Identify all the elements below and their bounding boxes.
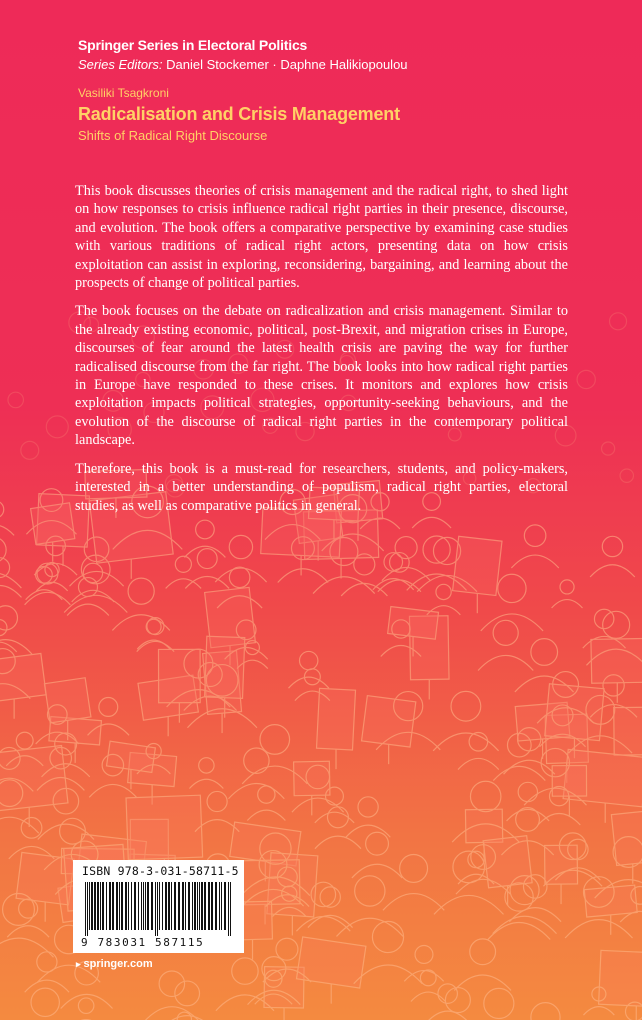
book-author: Vasiliki Tsagkroni: [78, 86, 169, 100]
isbn-label: ISBN 978-3-031-58711-5: [82, 864, 239, 878]
publisher-link[interactable]: [76, 958, 153, 970]
blurb: [75, 182, 568, 525]
blurb-paragraph: This book discusses theories of crisis management and the radical right, to shed light on how responses to crisis influence radical right parties in their presence, discourse, and evolution. The book offers a comparative perspective by examining case studies with various traditions of radical right actors, presenting data on how crisis exploitation can assist in exploring, reconsidering, bargaining, and learning about the prospects of change of political parties.: [75, 183, 568, 292]
blurb-paragraph: The book focuses on the debate on radicalization and crisis management. Similar to the already existing economic, political, post-Brexit, and migration crises in Europe, discourses of fear around the latest health crisis are paving the way for further radicalised discourse from the far right. The book looks into how radical right parties in Europe have responded to these crises. It monitors and explores how crisis exploitation impacts political strategies, opportunity-seeking behaviours, and the evolution of the discourse of radical right parties in the contemporary political landscape.: [75, 303, 568, 449]
arrow-right-icon: ▸: [76, 959, 81, 969]
series-editors: [78, 56, 598, 73]
series-title: Springer Series in Electoral Politics: [78, 37, 308, 53]
series-editors-label: Series Editors:: [78, 57, 163, 72]
barcode-bars: [81, 882, 239, 936]
book-subtitle: Shifts of Radical Right Discourse: [78, 128, 268, 143]
book-title: Radicalisation and Crisis Management: [78, 104, 400, 124]
barcode-digits: 9 783031 587115: [81, 936, 205, 949]
barcode: [73, 860, 244, 953]
header: [78, 36, 598, 144]
blurb-paragraph: Therefore, this book is a must-read for researchers, students, and policy-makers, interested in a better understanding of populism, radical right parties, electoral studies, as well as comparative politics in general.: [75, 460, 568, 514]
series-editors-names: Daniel Stockemer · Daphne Halikiopoulou: [166, 57, 408, 72]
publisher-link-text: springer.com: [83, 958, 153, 970]
